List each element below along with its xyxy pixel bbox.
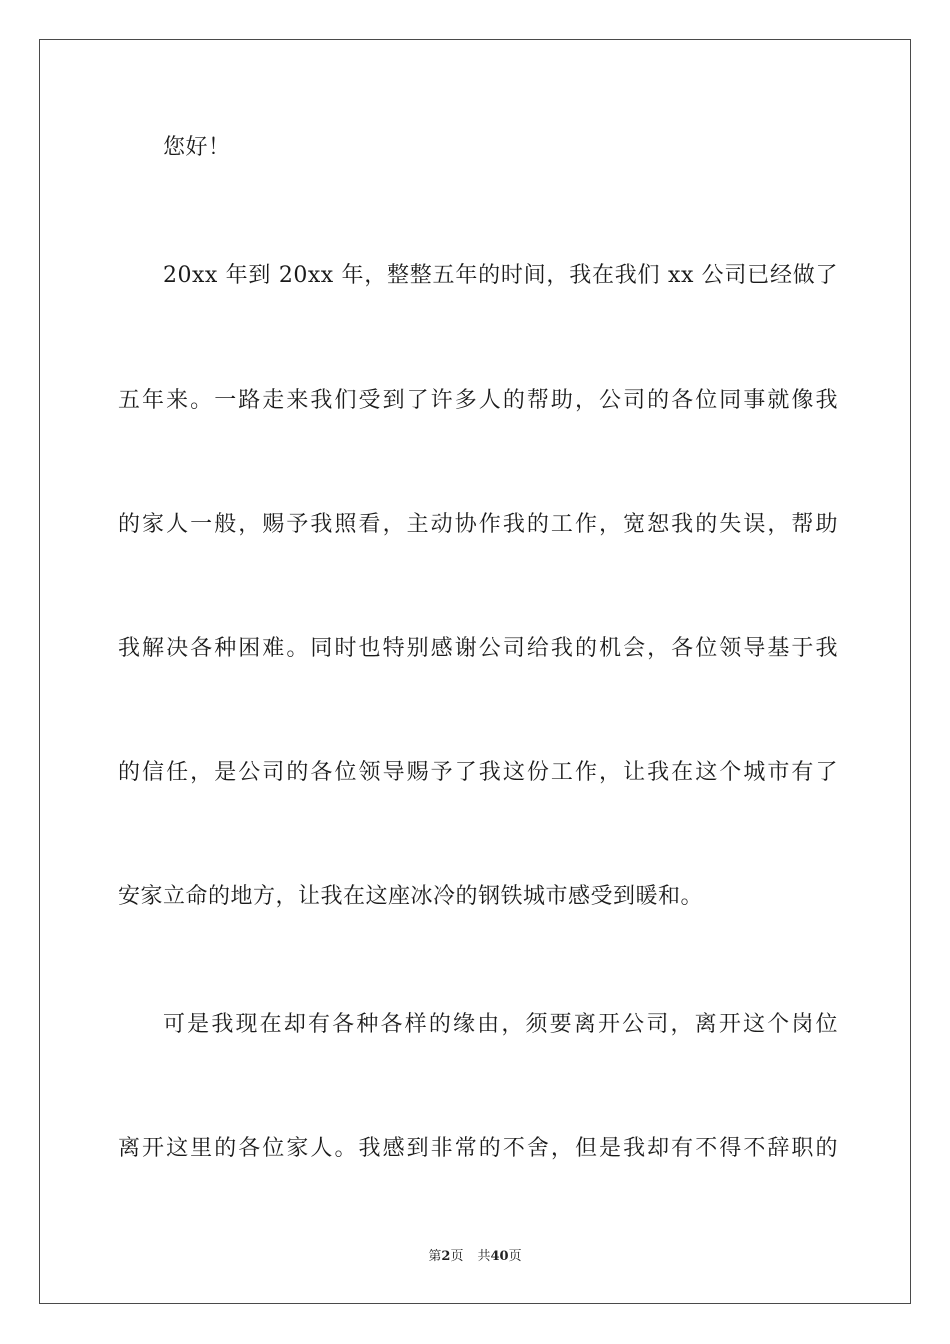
total-suffix: 页 xyxy=(508,1249,522,1264)
paragraph-line-6: 安家立命的地方，让我在这座冰冷的钢铁城市感受到暖和。 xyxy=(118,884,704,909)
paragraph-line-8: 离开这里的各位家人。我感到非常的不舍，但是我却有不得不辞职的 xyxy=(118,1136,838,1161)
page-border xyxy=(39,39,911,1304)
paragraph-line-3: 的家人一般，赐予我照看，主动协作我的工作，宽恕我的失误，帮助 xyxy=(118,512,838,537)
page-prefix: 第 xyxy=(428,1249,442,1264)
paragraph-line-7: 可是我现在却有各种各样的缘由，须要离开公司，离开这个岗位 xyxy=(163,1012,838,1037)
page-footer xyxy=(0,1248,950,1266)
greeting-text: 您好！ xyxy=(163,135,231,160)
paragraph-line-4: 我解决各种困难。同时也特别感谢公司给我的机会，各位领导基于我 xyxy=(118,636,838,661)
paragraph-line-5: 的信任，是公司的各位领导赐予了我这份工作，让我在这个城市有了 xyxy=(118,760,838,785)
total-pages: 40 xyxy=(490,1249,509,1264)
page-suffix: 页 xyxy=(450,1249,464,1264)
total-prefix: 共 xyxy=(477,1249,491,1264)
page-number: 2 xyxy=(441,1249,451,1264)
paragraph-line-2: 五年来。一路走来我们受到了许多人的帮助，公司的各位同事就像我 xyxy=(118,388,838,413)
paragraph-line-1: 20xx 年到 20xx 年，整整五年的时间，我在我们 xx 公司已经做了 xyxy=(163,263,838,288)
